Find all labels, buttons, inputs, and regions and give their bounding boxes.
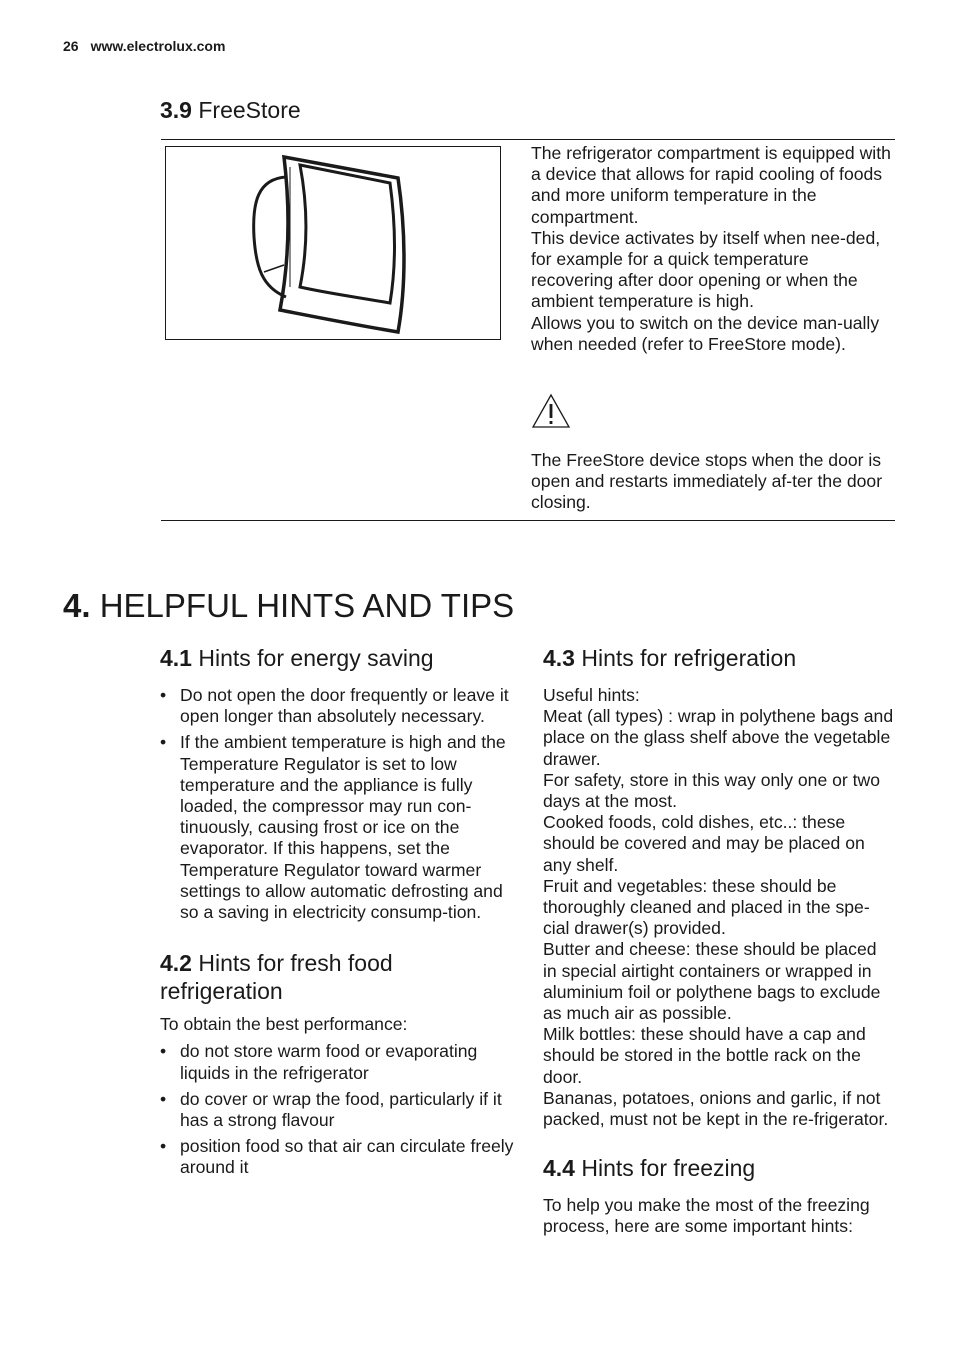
- table-top-rule: [161, 139, 895, 140]
- chapter-4-heading: [63, 586, 514, 626]
- list-item: [160, 732, 515, 923]
- chapter-title: HELPFUL HINTS AND TIPS: [99, 587, 515, 624]
- bullet-icon: •: [160, 1041, 167, 1062]
- page-header: [63, 38, 225, 54]
- bullet-icon: •: [160, 1136, 167, 1157]
- freestore-illustration: [165, 146, 501, 340]
- section-title: Hints for refrigeration: [581, 645, 797, 671]
- list-item-text: Do not open the door frequently or leave it open longer than absolutely necessary.: [180, 685, 509, 727]
- list-item-text: do cover or wrap the food, particularly if it has a strong flavour: [180, 1088, 502, 1131]
- left-column: [160, 644, 515, 1184]
- freestore-description: [531, 143, 891, 355]
- section-4-4-text: To help you make the most of the freezing process, here are some important hints:: [543, 1195, 870, 1237]
- section-4-2-intro: To obtain the best performance:: [160, 1014, 408, 1035]
- page-number: 26: [63, 38, 79, 54]
- warning-text-content: The FreeStore device stops when the door is open and restarts immediately af-ter the door closing.: [531, 450, 883, 513]
- section-number: 4.2: [160, 950, 192, 977]
- bullet-icon: •: [160, 732, 167, 753]
- list-item: [160, 685, 515, 727]
- section-4-3-heading: [543, 644, 895, 672]
- website-link[interactable]: www.electrolux.com: [90, 38, 226, 54]
- bullet-icon: •: [160, 685, 167, 705]
- section-number: 4.4: [543, 1155, 575, 1182]
- section-title: Hints for fresh food refrigeration: [160, 950, 393, 1005]
- right-column: [543, 644, 895, 1238]
- bullet-icon: •: [160, 1088, 167, 1109]
- section-4-4-heading: [543, 1154, 895, 1182]
- fresh-food-list: [160, 1041, 515, 1178]
- section-number: 3.9: [160, 97, 192, 123]
- list-item: [160, 1136, 515, 1178]
- section-3-9-heading: [160, 96, 301, 124]
- section-4-2-heading: [160, 949, 515, 1005]
- list-item: [160, 1089, 515, 1131]
- section-title: FreeStore: [198, 97, 301, 123]
- section-number: 4.3: [543, 645, 575, 671]
- warning-text: [531, 450, 891, 514]
- section-number: 4.1: [160, 645, 192, 671]
- freestore-fan-drawing: [166, 147, 500, 339]
- list-item-text: do not store warm food or evaporating liquids in the refrigerator: [180, 1041, 478, 1083]
- table-bottom-rule: [161, 520, 895, 521]
- section-4-1-heading: [160, 644, 515, 672]
- description-text: The refrigerator compartment is equipped with a device that allows for rapid cooling of foods and more uniform temperature in the compartment. This device activates by itself when nee-ded, for example for a quick temperature recovering after door opening or when the ambient temperature is high. Allows you to switch on the device man-ually when needed (refer to FreeStore mode).: [531, 143, 891, 354]
- section-title: Hints for freezing: [581, 1155, 756, 1182]
- list-item-text: If the ambient temperature is high and the Temperature Regulator is set to low temperature and the appliance is fully loaded, the compressor may run con-tinuously, causing frost or ice on the evaporator. If this happens, set the Temperature Regulator toward warmer settings to allow automatic defrosting and so a saving in electricity consump-tion.: [180, 732, 506, 923]
- list-item-text: position food so that air can circulate freely around it: [180, 1136, 514, 1178]
- section-title: Hints for energy saving: [198, 645, 434, 671]
- chapter-number: 4.: [63, 587, 91, 624]
- list-item: [160, 1041, 515, 1083]
- section-4-3-text: Useful hints: Meat (all types) : wrap in polythene bags and place on the glass shelf above the vegetable drawer. For safety, store in this way only one or two days at the most. Cooked foods, cold dishes, etc..: these should be covered and may be placed on any shelf. Fruit and vegetables: these should be thoroughly cleaned and placed in the spe-cial drawer(s) provided. Butter and cheese: these should be placed in special airtight containers or wrapped in aluminium foil or polythene bags to exclude as much air as possible. Milk bottles: these should have a cap and should be stored in the bottle rack on the door. Bananas, potatoes, onions and garlic, if not packed, must not be kept in the re-frigerator.: [543, 685, 894, 1130]
- warning-triangle-icon: [531, 393, 571, 434]
- energy-saving-list: [160, 685, 515, 923]
